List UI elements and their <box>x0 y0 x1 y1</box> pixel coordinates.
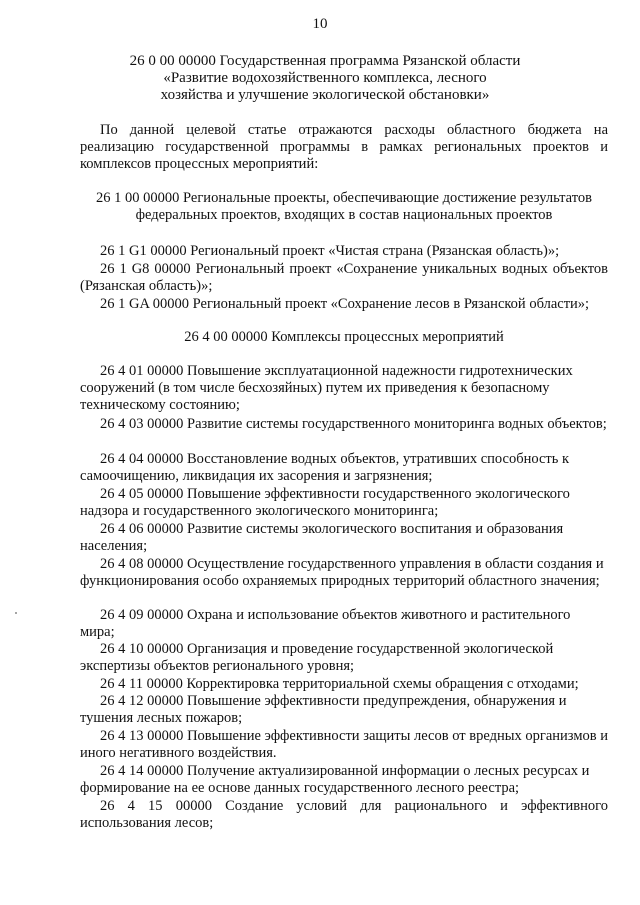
program-title-line-3: хозяйства и улучшение экологической обстановки» <box>160 87 490 103</box>
section-heading-process-complexes: 26 4 00 00000 Комплексы процессных мероприятий <box>184 329 504 345</box>
intro-paragraph: По данной целевой статье отражаются расходы областного бюджета на реализацию государственной программы в рамках региональных проектов и комплексов процессных мероприятий: <box>80 122 608 172</box>
list-item-process-03: 26 4 03 00000 Развитие системы государственного мониторинга водных объектов; <box>100 416 607 432</box>
section-heading-regional-projects: 26 1 00 00000 Региональные проекты, обеспечивающие достижение результатов федеральных проектов, входящих в состав национальных проектов <box>96 190 592 223</box>
list-item-process-12: 26 4 12 00000 Повышение эффективности предупреждения, обнаружения и тушения лесных пожаров; <box>80 693 567 726</box>
scan-speck <box>15 612 17 614</box>
list-item-process-06: 26 4 06 00000 Развитие системы экологического воспитания и образования населения; <box>80 521 564 554</box>
list-item-process-11: 26 4 11 00000 Корректировка территориальной схемы обращения с отходами; <box>100 676 579 692</box>
list-item-process-10: 26 4 10 00000 Организация и проведение государственной экологической экспертизы объектов регионального уровня; <box>80 641 554 674</box>
list-item-regional-3: 26 1 GA 00000 Региональный проект «Сохранение лесов в Рязанской области»; <box>100 296 590 312</box>
list-item-process-08: 26 4 08 00000 Осуществление государственного управления в области создания и функционирования особо охраняемых природных территорий областного значения; <box>80 556 604 589</box>
list-item-process-04: 26 4 04 00000 Восстановление водных объектов, утративших способность к самоочищению, ликвидация их засорения и загрязнения; <box>80 451 570 484</box>
program-title-line-2: «Развитие водохозяйственного комплекса, лесного <box>163 70 487 86</box>
list-item-process-14: 26 4 14 00000 Получение актуализированной информации о лесных ресурсах и формирование на ее основе данных государственного лесного реестра; <box>80 763 590 796</box>
list-item-process-05: 26 4 05 00000 Повышение эффективности государственного экологического надзора и государственного экологического мониторинга; <box>80 486 570 519</box>
list-item-regional-1: 26 1 G1 00000 Региональный проект «Чистая страна (Рязанская область)»; <box>100 243 560 259</box>
page-number: 10 <box>312 16 328 32</box>
list-item-process-15: 26 4 15 00000 Создание условий для рационального и эффективного использования лесов; <box>80 798 608 831</box>
program-title-line-1: 26 0 00 00000 Государственная программа Рязанской области <box>129 53 521 69</box>
list-item-process-01: 26 4 01 00000 Повышение эксплуатационной надежности гидротехнических сооружений (в том числе бесхозяйных) путем их приведения к безопасному техническому состоянию; <box>80 363 573 413</box>
list-item-regional-2: 26 1 G8 00000 Региональный проект «Сохранение уникальных водных объектов (Рязанская область)»; <box>80 261 608 294</box>
list-item-process-09: 26 4 09 00000 Охрана и использование объектов животного и растительного мира; <box>80 607 571 640</box>
program-title <box>120 53 530 104</box>
list-item-process-13: 26 4 13 00000 Повышение эффективности защиты лесов от вредных организмов и иного негативного воздействия. <box>80 728 608 761</box>
